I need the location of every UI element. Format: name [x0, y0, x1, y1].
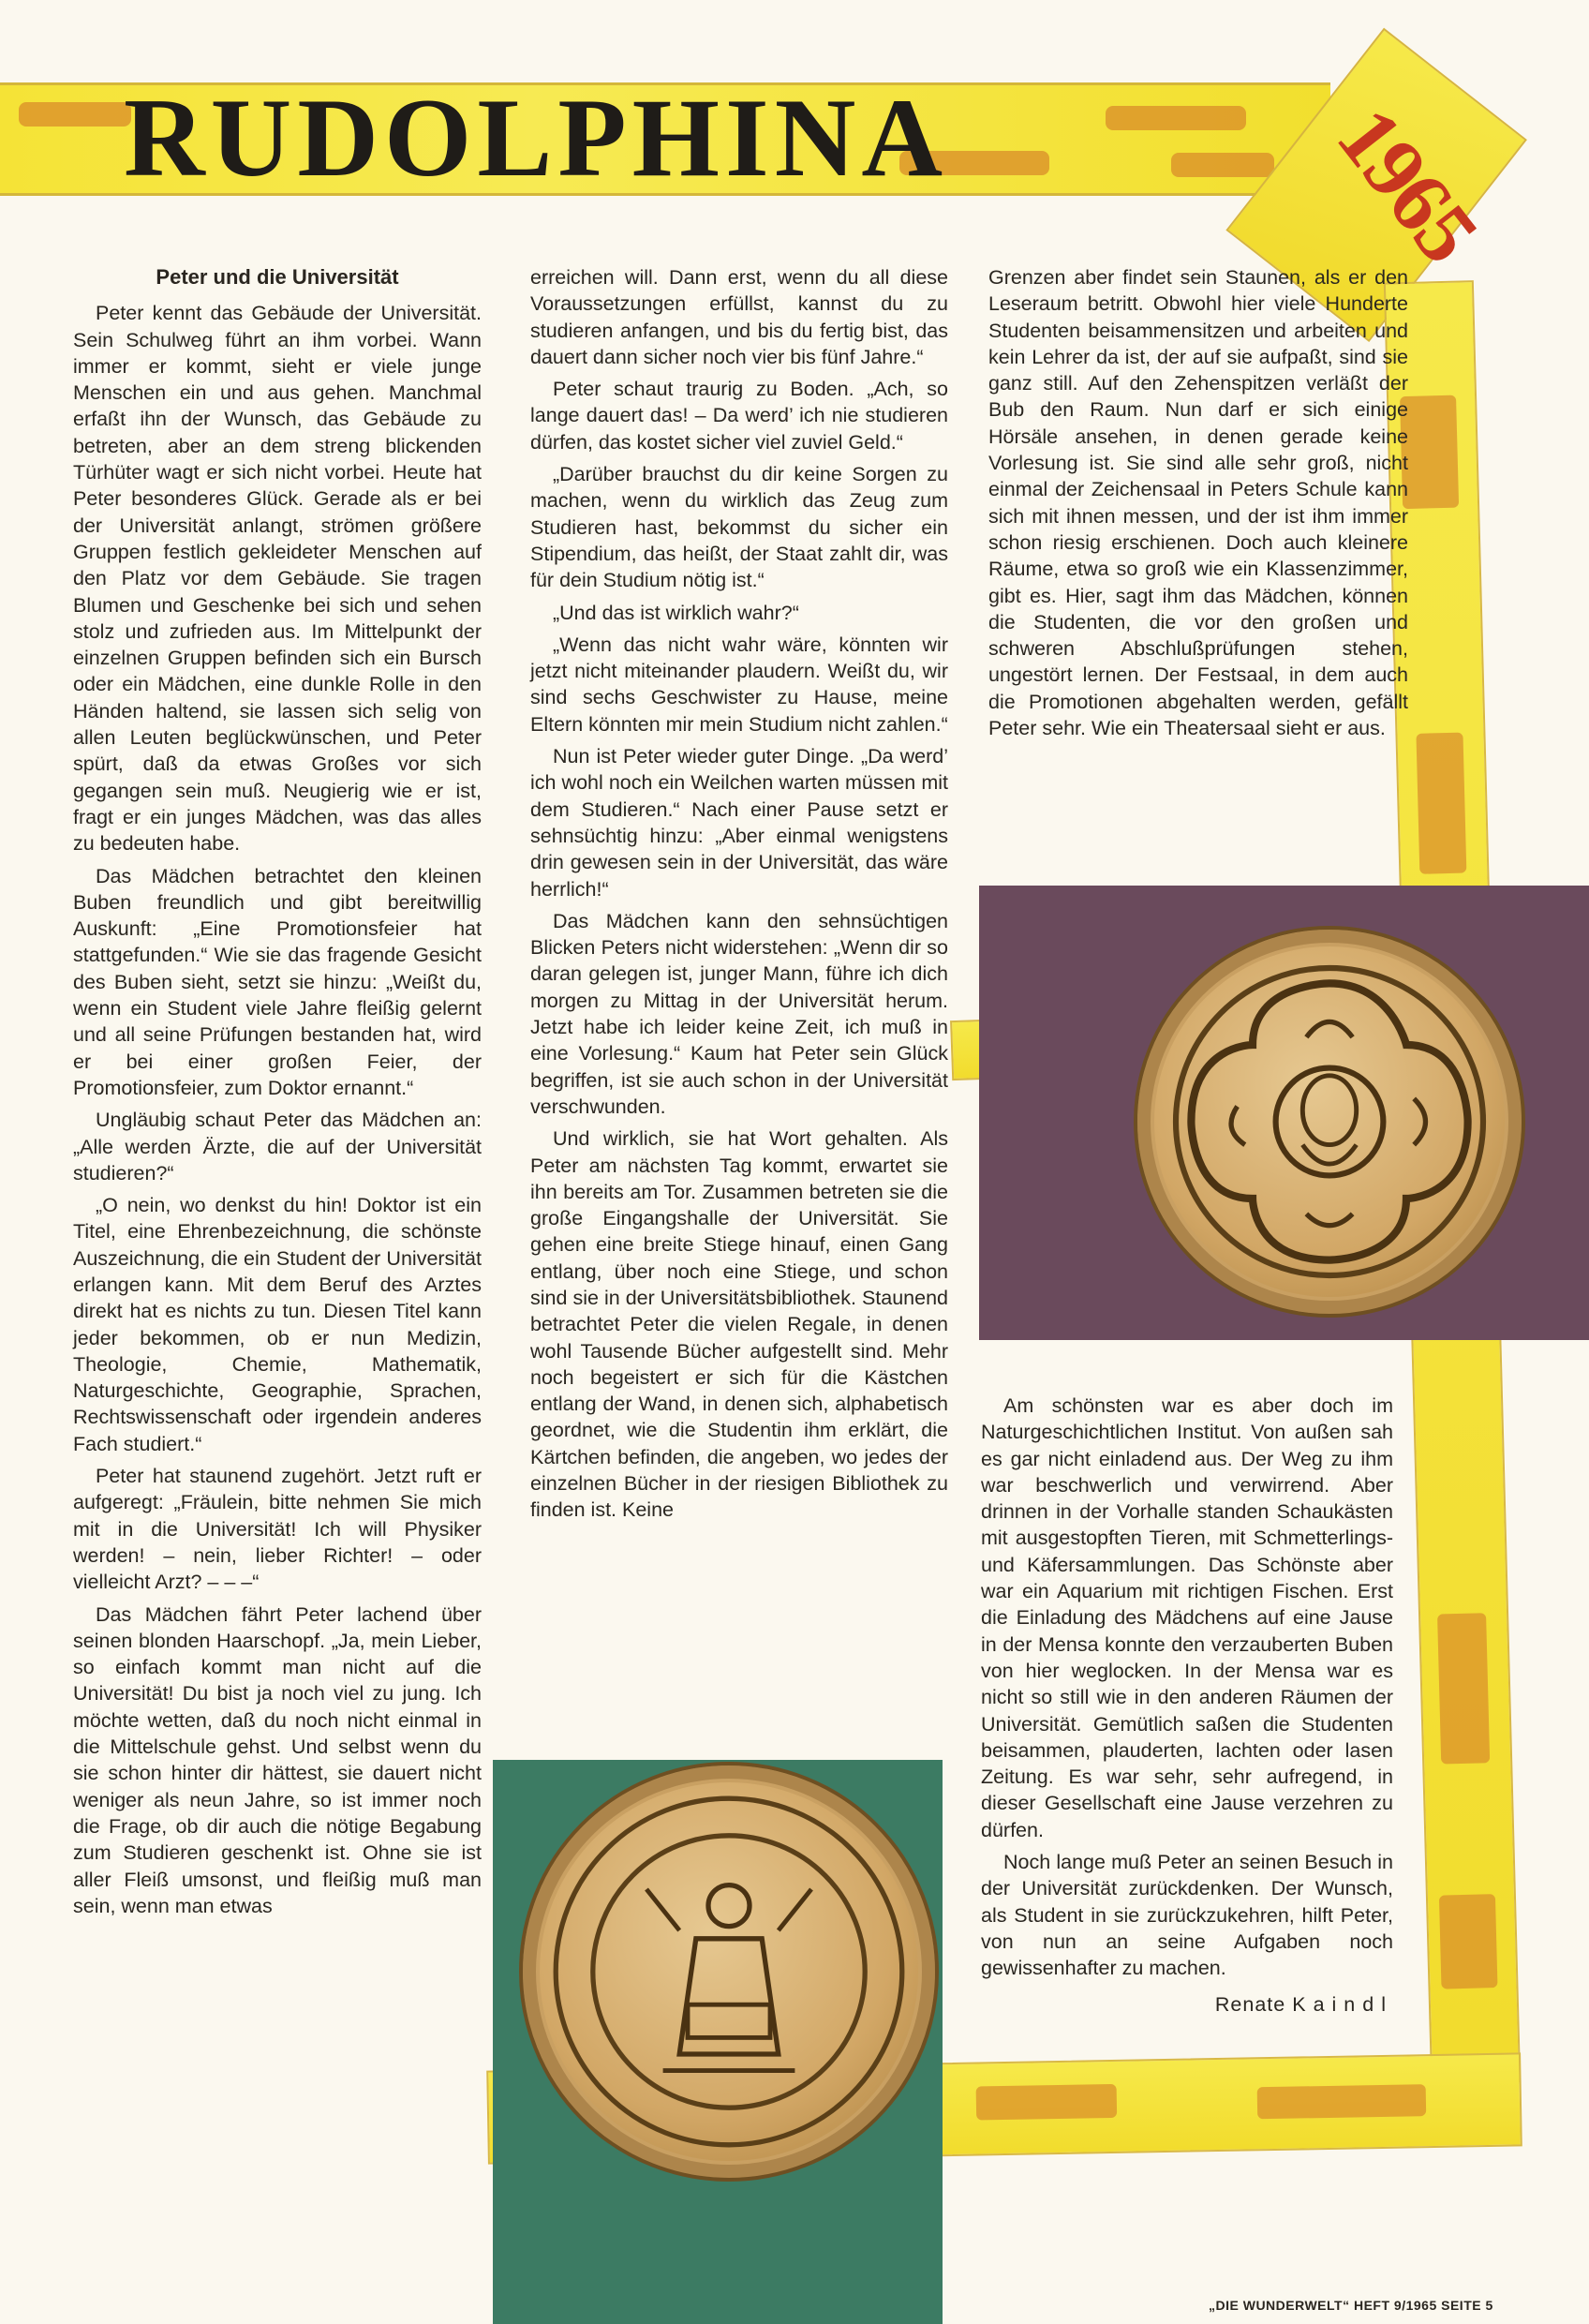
- paragraph: Peter hat staunend zugehört. Jetzt ruft er aufgeregt: „Fräulein, bitte nehmen Sie mich mit in die Universität! Ich will Physiker werden! – nein, lieber Richter! – oder vielleicht Arzt? – – –“: [73, 1465, 482, 1594]
- article-column-1: [73, 264, 482, 1925]
- seal-figure-icon: [523, 1765, 935, 2178]
- paragraph: Grenzen aber findet sein Staunen, als er den Leseraum betritt. Obwohl hier viele Hunderte Studenten beisammensitzen und arbeiten und kein Lehrer da ist, der auf sie aufpaßt, sind sie ganz still. Auf den Zehenspitzen verläßt der Bub den Raum. Nun darf er sich einige Hörsäle ansehen, in denen gerade keine Vorlesung ist. Sie sind alle sehr groß, nicht einmal der Zeichensaal in Peters Schule kann sich mit ihnen messen, und der ist ihm immer schon riesig erschienen. Doch auch kleinere Räume, etwa so groß wie ein Klassenzimmer, gibt es. Hier, sagt ihm das Mädchen, können die Studenten, die vor den großen und schweren Abschlußprüfungen stehen, ungestört lernen. Der Festsaal, in dem auch die Promotionen abgehalten werden, gefällt Peter sehr. Wie ein Theatersaal sieht er aus.: [988, 266, 1408, 740]
- paragraph: „Darüber brauchst du dir keine Sorgen zu machen, wenn du wirklich das Zeug zum Studieren hast, bekommst du sicher ein Stipendium, das heißt, der Staat zahlt dir, was für dein Studium nötig ist.“: [530, 463, 948, 592]
- paragraph: Nun ist Peter wieder guter Dinge. „Da werd’ ich wohl noch ein Weilchen warten müssen mit dem Studieren.“ Nach einer Pause setzt er sehnsüchtig hinzu: „Aber einmal wenigstens drin gewesen sein in der Universität, das wäre herrlich!“: [530, 745, 948, 901]
- masthead-year: 1965: [1319, 90, 1496, 279]
- paragraph: „O nein, wo denkst du hin! Doktor ist ein Titel, eine Ehrenbezeichnung, die schönste Auszeichnung, die ein Student der Universität erlangen kann. Mit dem Beruf des Arztes direkt hat es nichts zu tun. Diesen Titel kann jeder bekommen, ob er nun Medizin, Theologie, Chemie, Mathematik, Naturgeschichte, Geographie, Sprachen, Rechtswissenschaft oder irgendein anderes Fach studiert.“: [73, 1194, 482, 1455]
- paragraph: Das Mädchen kann den sehnsüchtigen Blicken Peters nicht widerstehen: „Wenn dir so daran gelegen ist, junger Mann, führe ich dich morgen zu Mittag in der Universität herum. Jetzt habe ich leider keine Zeit, ich muß in eine Vorlesung.“ Kaum hat Peter sein Glück begriffen, ist sie auch schon in der Universität verschwunden.: [530, 909, 948, 1118]
- author-first-name: Renate: [1214, 1992, 1286, 2016]
- article-column-2: [530, 264, 948, 1529]
- paragraph: erreichen will. Dann erst, wenn du all diese Voraussetzungen erfüllst, kannst du zu studieren anfangen, und bis du fertig bist, das dauert dann sicher noch vier bis fünf Jahre.“: [530, 266, 948, 368]
- paragraph: „Wenn das nicht wahr wäre, könnten wir jetzt nicht miteinander plaudern. Weißt du, wir sind sechs Geschwister zu Hause, meine Eltern könnten mir mein Studium nicht zahlen.“: [530, 633, 948, 736]
- paragraph: Und wirklich, sie hat Wort gehalten. Als Peter am nächsten Tag kommt, erwartet sie ihn bereits am Tor. Zusammen betreten sie die große Eingangshalle der Universität. Sie gehen eine breite Stiege hinauf, einen Gang entlang, über noch eine Stiege, und schon sind sie in der Universitätsbibliothek. Staunend betrachtet Peter die vielen Regale, in denen wohl Tausende Bücher aufgestellt sind. Mehr noch begeistert er sich für die Kästchen entlang der Wand, in denen sich, alphabetisch geordnet, wie die Studentin ihm erklärt, die Kärtchen befinden, die angeben, wo jedes der einzelnen Bücher in der riesigen Bibliothek zu finden ist. Keine: [530, 1127, 948, 1522]
- paragraph: Peter kennt das Gebäude der Universität. Sein Schulweg führt an ihm vorbei. Wann immer er kommt, sieht er viele junge Menschen ein und aus gehen. Manchmal erfaßt ihn der Wunsch, das Gebäude zu betreten, aber an dem streng blickenden Türhüter wagt er sich nicht vorbei. Heute hat Peter besonderes Glück. Gerade als er bei der Universität anlangt, strömen größere Gruppen festlich gekleideter Menschen auf den Platz vor dem Gebäude. Sie tragen Blumen und Geschenke bei sich und sehen stolz und zufrieden aus. Im Mittelpunkt der einzelnen Gruppen befinden sich ein Bursch oder ein Mädchen, eine dunkle Rolle in den Händen haltend, sie lassen sich selig von allen Leuten beglückwünschen, und Peter spürt, daß da etwas Großes vor sich gegangen sein muß. Neugierig wie er ist, fragt er ein junges Mädchen, was das alles zu bedeuten habe.: [73, 302, 482, 856]
- page-footer: „DIE WUNDERWELT“ HEFT 9/1965 SEITE 5: [1209, 2298, 1493, 2313]
- author-signature: [981, 1991, 1393, 2018]
- paragraph: „Und das ist wirklich wahr?“: [553, 601, 799, 624]
- seal-quatrefoil-icon: [1137, 930, 1522, 1314]
- paragraph: Am schönsten war es aber doch im Naturgeschichtlichen Institut. Von außen sah es gar nicht einladend aus. Der Weg zu ihm war beschwerlich und verwirrend. Aber drinnen in der Vorhalle standen Schaukästen mit ausgestopften Tieren, mit Schmetterlings- und Käfersammlungen. Das Schönste aber war ein Aquarium mit richtigen Fischen. Erst die Einladung des Mädchens auf eine Jause in der Mensa konnte den verzauberten Buben von hier weglocken. In der Mensa war es nicht so still wie in den anderen Räumen der Universität. Gemütlich saßen die Studenten beisammen, plauderten, lachten oder lasen Zeitung. Es war sehr, sehr aufregend, in dieser Gesellschaft eine Jause verzehren zu dürfen.: [981, 1394, 1393, 1841]
- article-column-3-top: [988, 264, 1408, 747]
- masthead-title: RUDOLPHINA: [124, 75, 949, 200]
- paragraph: Ungläubig schaut Peter das Mädchen an: „Alle werden Ärzte, die auf der Universität studieren?“: [73, 1109, 482, 1184]
- article-column-3-bottom: [981, 1393, 1393, 2018]
- seal-illustration-saint: [1134, 926, 1525, 1318]
- seal-illustration-rector: [519, 1762, 939, 2182]
- author-last-name: Kaindl: [1292, 1992, 1393, 2016]
- article-heading: Peter und die Universität: [156, 265, 399, 289]
- paragraph: Peter schaut traurig zu Boden. „Ach, so lange dauert das! – Da werd’ ich nie studieren dürfen, das kostet sicher viel zuviel Geld.“: [530, 378, 948, 454]
- paragraph: Das Mädchen fährt Peter lachend über seinen blonden Haarschopf. „Ja, mein Lieber, so einfach kommt man nicht auf die Universität! Du bist ja noch viel zu jung. Ich möchte wetten, daß du noch nicht einmal in die Mittelschule gehst. Und selbst wenn du sie schon hinter dir hättest, sie dauert nicht weniger als neun Jahre, so ist immer noch die Frage, ob dir auch die nötige Begabung zum Studieren geschenkt ist. Ohne sie ist aller Fleiß umsonst, und fleißig muß man sein, wenn man etwas: [73, 1602, 482, 1917]
- paragraph: Noch lange muß Peter an seinen Besuch in der Universität zurückdenken. Der Wunsch, als Student in sie zurückzukehren, hilft Peter, von nun an seine Aufgaben noch gewissenhafter zu machen.: [981, 1851, 1393, 1980]
- paragraph: Das Mädchen betrachtet den kleinen Buben freundlich und gibt bereitwillig Auskunft: „Eine Promotionsfeier hat stattgefunden.“ Wie sie das fragende Gesicht des Buben sieht, setzt sie hinzu: „Weißt du, wenn ein Student viele Jahre fleißig gelernt und all seine Prüfungen bestanden hat, wird er bei einer großen Feier, der Promotionsfeier, zum Doktor ernannt.“: [73, 864, 482, 1099]
